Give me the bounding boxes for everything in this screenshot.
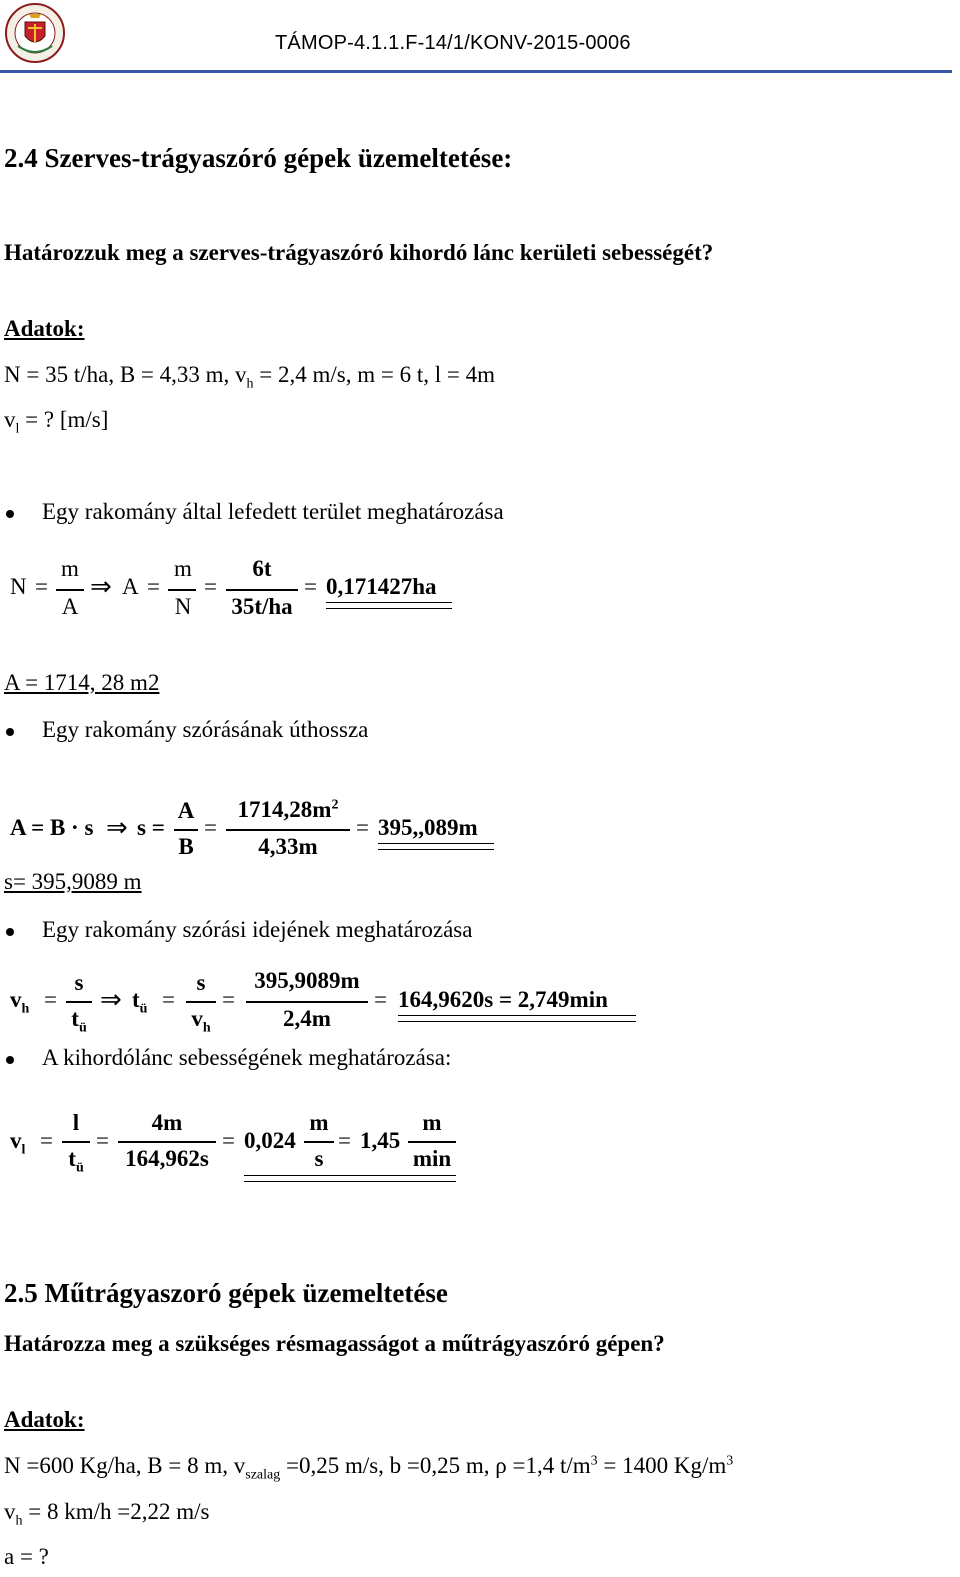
value: 1,45 [360, 1128, 401, 1153]
project-code: TÁMOP-4.1.1.F-14/1/KONV-2015-0006 [275, 32, 631, 54]
section-title: 2.4 Szerves-trágyaszóró gépek üzemeltetése: [4, 143, 513, 173]
fraction-denominator: min [412, 1146, 452, 1171]
eq-symbol: = [222, 1128, 235, 1153]
eq-symbol: = [35, 574, 48, 599]
fraction-denominator: $t_ü$ [68, 1146, 84, 1176]
fraction-denominator: B [178, 834, 194, 859]
question: Határozza meg a szükséges résmagasságot a műtrágyaszóró gépen? [4, 1331, 665, 1356]
bullet [6, 928, 14, 936]
value: 0,024 [244, 1128, 296, 1153]
fraction-bar [168, 589, 196, 591]
fraction-bar [408, 1141, 456, 1143]
unknown: a = ? [4, 1544, 49, 1569]
fraction-bar [174, 829, 198, 831]
question: Határozzuk meg a szerves-trágyaszóró kihordó lánc kerületi sebességét? [4, 240, 714, 265]
fraction-numerator: 4m [151, 1110, 183, 1135]
fraction-bar [304, 1141, 334, 1143]
eq-symbol: = [147, 574, 160, 599]
implies-symbol: ⇒ [100, 985, 122, 1014]
fraction-denominator: A [61, 594, 79, 619]
fraction-denominator: N [174, 594, 192, 619]
fraction-bar [118, 1141, 216, 1143]
eq-symbol: = [304, 574, 317, 599]
implies-symbol: ⇒ [106, 813, 128, 842]
eq-symbol: = [204, 574, 217, 599]
fraction-denominator: 2,4m [283, 1006, 331, 1031]
result: 164,9620s = 2,749min [398, 987, 608, 1012]
eq-symbol: = [40, 1128, 53, 1153]
implies-symbol: ⇒ [90, 572, 112, 601]
fraction-bar [226, 829, 350, 831]
fraction-bar [66, 1001, 92, 1003]
step-label: Egy rakomány szórási idejének meghatározása [42, 917, 473, 942]
fraction-numerator: m [61, 556, 79, 581]
eq-symbol: = [162, 987, 175, 1012]
fraction-bar [186, 1001, 216, 1003]
fraction-denominator: s [314, 1146, 324, 1171]
fraction-denominator: 4,33m [258, 834, 318, 859]
step-label: A kihordólánc sebességének meghatározása: [42, 1045, 452, 1070]
bullet [6, 510, 14, 518]
given-data: $v_h = 8$ km/h =2,22 m/s [4, 1499, 210, 1529]
eq-symbol: s = [137, 815, 165, 840]
step-label: Egy rakomány szórásának úthossza [42, 717, 369, 742]
fraction-numerator: $1714,28m^2$ [237, 797, 339, 822]
fraction-numerator: 395,9089m [254, 968, 360, 993]
fraction-numerator: s [196, 970, 206, 995]
given-label: Adatok: [4, 1407, 85, 1432]
given-label: Adatok: [4, 316, 85, 341]
result: 0,171427ha [326, 574, 437, 599]
given-data: N =600 Kg/ha, B = 8 m, $v_{szalag} =0,25$ m/s, b =0,25 m, ρ =1,4 $t/m^3 = 1400$ $Kg/m^3$ [4, 1453, 734, 1483]
bullet [6, 1056, 14, 1064]
fraction-bar [62, 1141, 90, 1143]
fraction-numerator: 6t [252, 556, 272, 581]
header-divider [0, 70, 952, 73]
fraction-numerator: m [174, 556, 192, 581]
step-label: Egy rakomány által lefedett terület meghatározása [42, 499, 504, 524]
eq-symbol: = [356, 815, 369, 840]
eq-symbol: $v_l$ [10, 1128, 26, 1158]
university-logo [4, 2, 66, 64]
section-title: 2.5 Műtrágyaszoró gépek üzemeltetése [4, 1278, 448, 1308]
eq-symbol: N [10, 574, 27, 599]
eq-symbol: $v_h$ [10, 987, 30, 1017]
fraction-denominator: 35t/ha [231, 594, 293, 619]
fraction-bar [246, 1001, 368, 1003]
fraction-bar [226, 589, 298, 591]
area-result: A = 1714, 28 m2 [4, 670, 160, 695]
double-underline [244, 1175, 456, 1182]
fraction-numerator: s [74, 970, 84, 995]
eq-lhs: A = B · s [10, 815, 94, 840]
result: 395,,089m [378, 815, 478, 840]
fraction-bar [56, 589, 84, 591]
unknown: $v_l$ = ? [m/s] [4, 407, 109, 437]
eq-symbol: = [338, 1128, 351, 1153]
eq-symbol: = [44, 987, 57, 1012]
fraction-denominator: $v_h$ [191, 1006, 211, 1036]
fraction-numerator: m [422, 1110, 442, 1135]
double-underline [378, 843, 494, 850]
eq-symbol: = [374, 987, 387, 1012]
given-data: N = 35 t/ha, B = 4,33 m, $v_h = 2,4$ m/s, m = 6 t, l = 4m [4, 362, 495, 392]
eq-symbol: = [204, 815, 217, 840]
distance-result: s= 395,9089 m [4, 869, 142, 894]
fraction-denominator: $t_ü$ [71, 1006, 87, 1036]
eq-symbol: = [222, 987, 235, 1012]
fraction-numerator: m [309, 1110, 329, 1135]
double-underline [398, 1015, 636, 1022]
eq-symbol: $t_ü$ [132, 987, 148, 1017]
fraction-numerator: A [177, 798, 195, 823]
eq-symbol: = [96, 1128, 109, 1153]
bullet [6, 728, 14, 736]
eq-symbol: A [122, 574, 139, 599]
double-underline [326, 602, 452, 609]
fraction-denominator: 164,962s [125, 1146, 209, 1171]
fraction-numerator: l [72, 1110, 80, 1135]
